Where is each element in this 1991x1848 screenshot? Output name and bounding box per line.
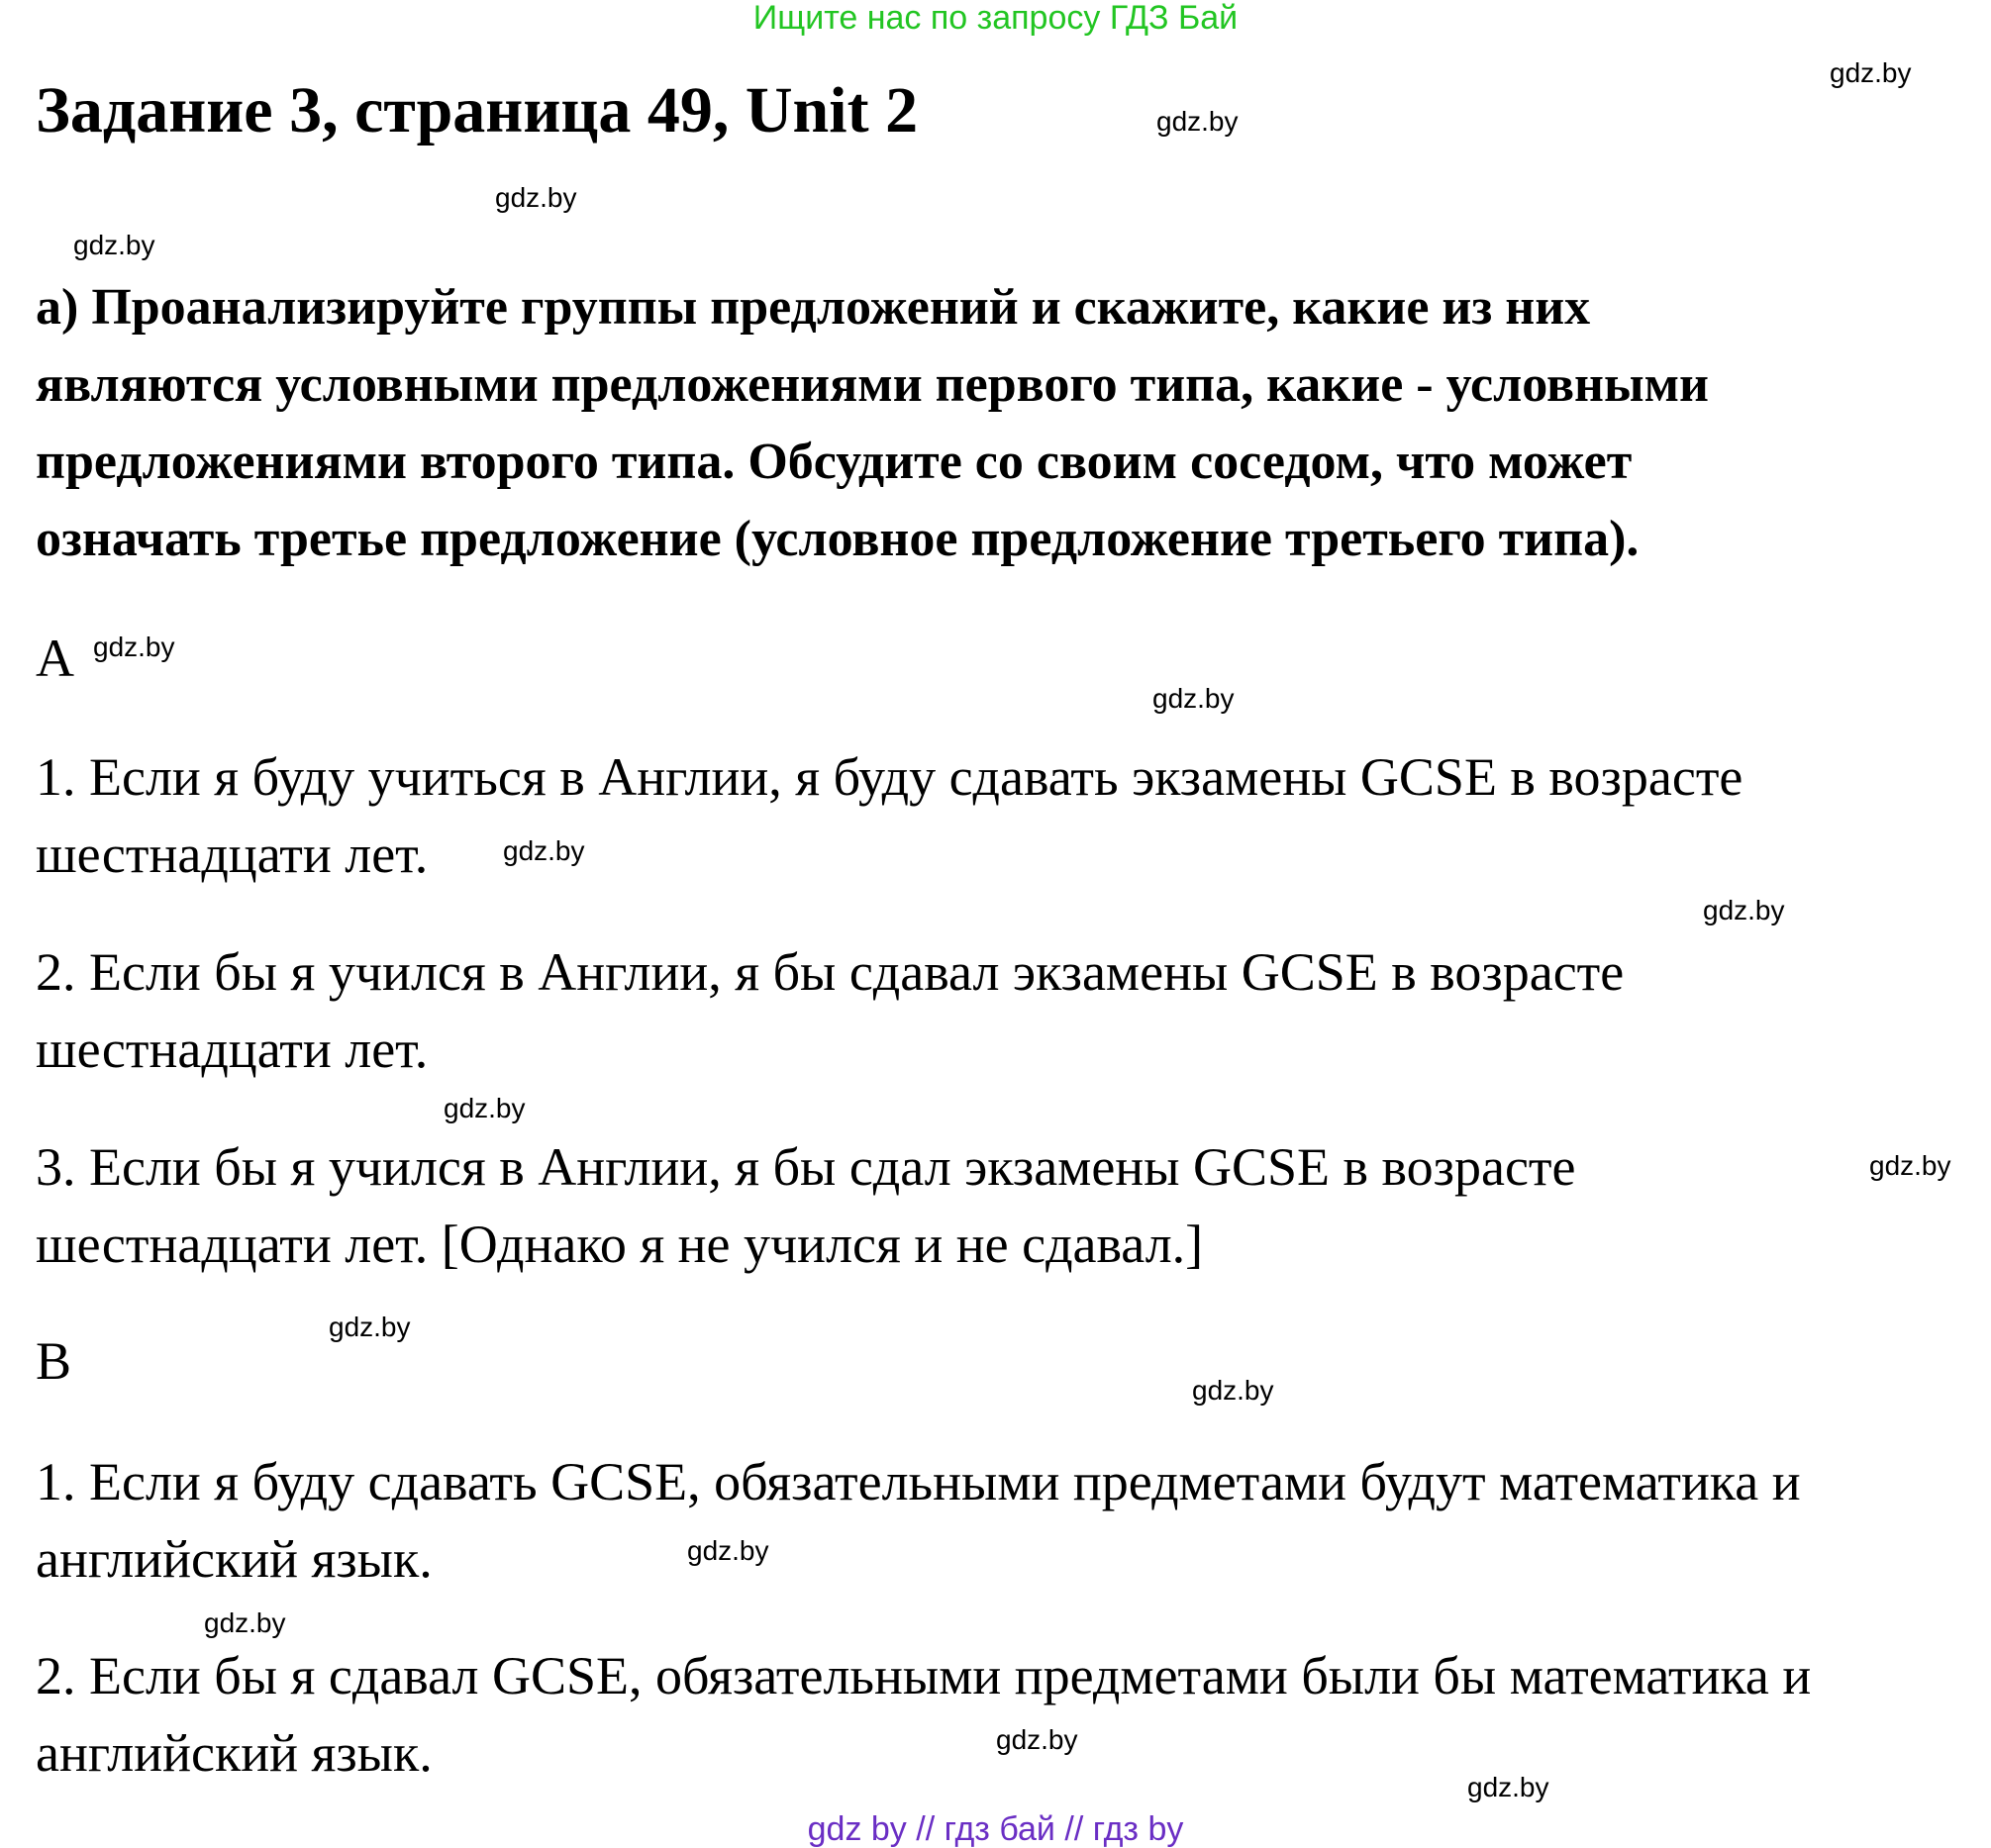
sentence-line: английский язык. <box>36 1723 433 1783</box>
sentence-line: шестнадцати лет. <box>36 825 429 884</box>
sentence-line: 1. Если я буду учиться в Англии, я буду сдавать экзамены GCSE в возрасте <box>36 747 1743 807</box>
section-b-sentence-1 <box>36 1443 1976 1598</box>
watermark: gdz.by <box>1467 1772 1549 1802</box>
section-a-sentence-3 <box>36 1128 1976 1283</box>
sentence-line: шестнадцати лет. [Однако я не учился и не сдавал.] <box>36 1215 1204 1274</box>
section-a-sentence-1 <box>36 738 1976 893</box>
watermark: gdz.by <box>1869 1150 1951 1181</box>
sentence-line: 1. Если я буду сдавать GCSE, обязательными предметами будут математика и <box>36 1452 1801 1511</box>
top-banner: Ищите нас по запросу ГДЗ Бай <box>752 0 1239 37</box>
sentence-line: 2. Если бы я сдавал GCSE, обязательными предметами были бы математика и <box>36 1646 1812 1705</box>
section-a-sentence-2 <box>36 933 1976 1088</box>
section-a-label: A <box>36 629 74 688</box>
watermark: gdz.by <box>1703 895 1785 925</box>
watermark: gdz.by <box>444 1093 526 1123</box>
sentence-line: английский язык. <box>36 1529 433 1589</box>
sentence-line: 3. Если бы я учился в Англии, я бы сдал экзамены GCSE в возрасте <box>36 1137 1576 1197</box>
watermark: gdz.by <box>73 230 155 260</box>
section-b-label: B <box>36 1331 72 1391</box>
section-b-sentence-2 <box>36 1637 1976 1792</box>
task-line: означать третье предложение (условное предложение третьего типа). <box>36 511 1640 567</box>
sentence-line: шестнадцати лет. <box>36 1020 429 1079</box>
watermark: gdz.by <box>1156 106 1239 137</box>
watermark: gdz.by <box>996 1724 1078 1755</box>
watermark: gdz.by <box>204 1607 286 1638</box>
sentence-line: 2. Если бы я учился в Англии, я бы сдавал экзамены GCSE в возрасте <box>36 942 1625 1002</box>
watermark: gdz.by <box>495 182 577 213</box>
watermark: gdz.by <box>687 1535 769 1566</box>
task-line: предложениями второго типа. Обсудите со своим соседом, что может <box>36 434 1633 490</box>
watermark: gdz.by <box>93 632 175 662</box>
watermark: gdz.by <box>503 835 585 866</box>
task-line: являются условными предложениями первого типа, какие - условными <box>36 356 1709 413</box>
watermark: gdz.by <box>329 1312 411 1342</box>
page-title: Задание 3, страница 49, Unit 2 <box>36 74 919 146</box>
watermark: gdz.by <box>1830 57 1912 88</box>
watermark: gdz.by <box>1152 683 1235 714</box>
footer-links: gdz by // гдз бай // гдз by <box>807 1810 1184 1848</box>
task-line: а) Проанализируйте группы предложений и скажите, какие из них <box>36 279 1591 336</box>
task-instructions <box>36 269 1976 578</box>
watermark: gdz.by <box>1192 1375 1274 1406</box>
